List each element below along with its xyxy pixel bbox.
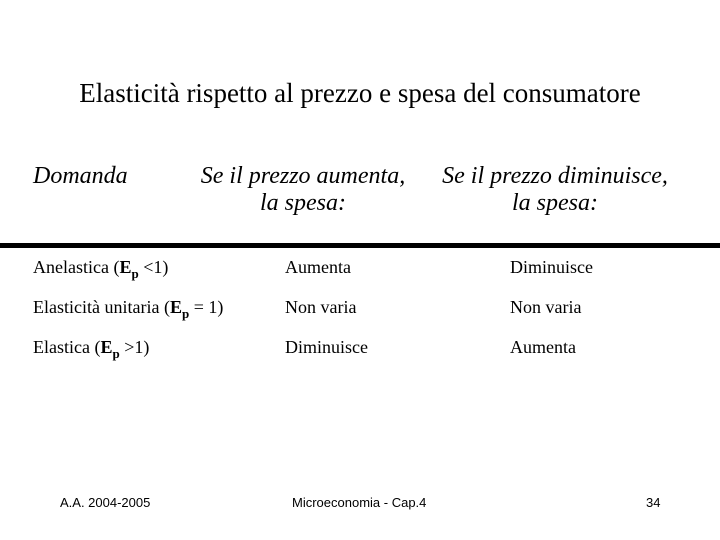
elasticity-symbol: $E_p$: [169, 297, 190, 321]
footer-course: Microeconomia - Cap.4: [292, 495, 427, 510]
footer-academic-year: A.A. 2004-2005: [60, 495, 151, 510]
header-price-decrease-line2: la spesa:: [512, 190, 598, 216]
row-elastica-price-up: Diminuisce: [285, 337, 368, 357]
header-price-increase-line2: la spesa:: [260, 190, 346, 216]
page-number: 34: [646, 495, 661, 510]
header-price-decrease: [430, 163, 680, 217]
row-anelastica-price-down: Diminuisce: [510, 257, 593, 277]
elasticity-symbol: $E_p$: [119, 257, 139, 281]
header-price-decrease-line1: Se il prezzo diminuisce,: [442, 163, 668, 189]
row-unitaria-price-up: Non varia: [285, 297, 357, 317]
header-divider: [0, 243, 720, 248]
row-demand-elastica: [33, 337, 149, 362]
elasticity-symbol: $E_p$: [100, 337, 120, 361]
slide-title: Elasticità rispetto al prezzo e spesa del consumatore: [79, 78, 641, 108]
header-price-increase-line1: Se il prezzo aumenta,: [200, 163, 406, 189]
row-elastica-price-down: Aumenta: [510, 337, 576, 357]
row-demand-unitaria: [33, 297, 223, 322]
row-label-condition: >1): [119, 337, 150, 357]
row-anelastica-price-up: Aumenta: [285, 257, 351, 277]
row-label-condition: = 1): [189, 297, 224, 317]
row-label-text: Elasticità unitaria (: [33, 297, 170, 317]
row-label-text: Anelastica (: [33, 257, 120, 277]
row-label-text: Elastica (: [33, 337, 101, 357]
header-price-increase: [190, 163, 416, 217]
header-demand: Domanda: [33, 163, 128, 189]
row-demand-anelastica: [33, 257, 168, 282]
row-unitaria-price-down: Non varia: [510, 297, 582, 317]
row-label-condition: <1): [138, 257, 169, 277]
